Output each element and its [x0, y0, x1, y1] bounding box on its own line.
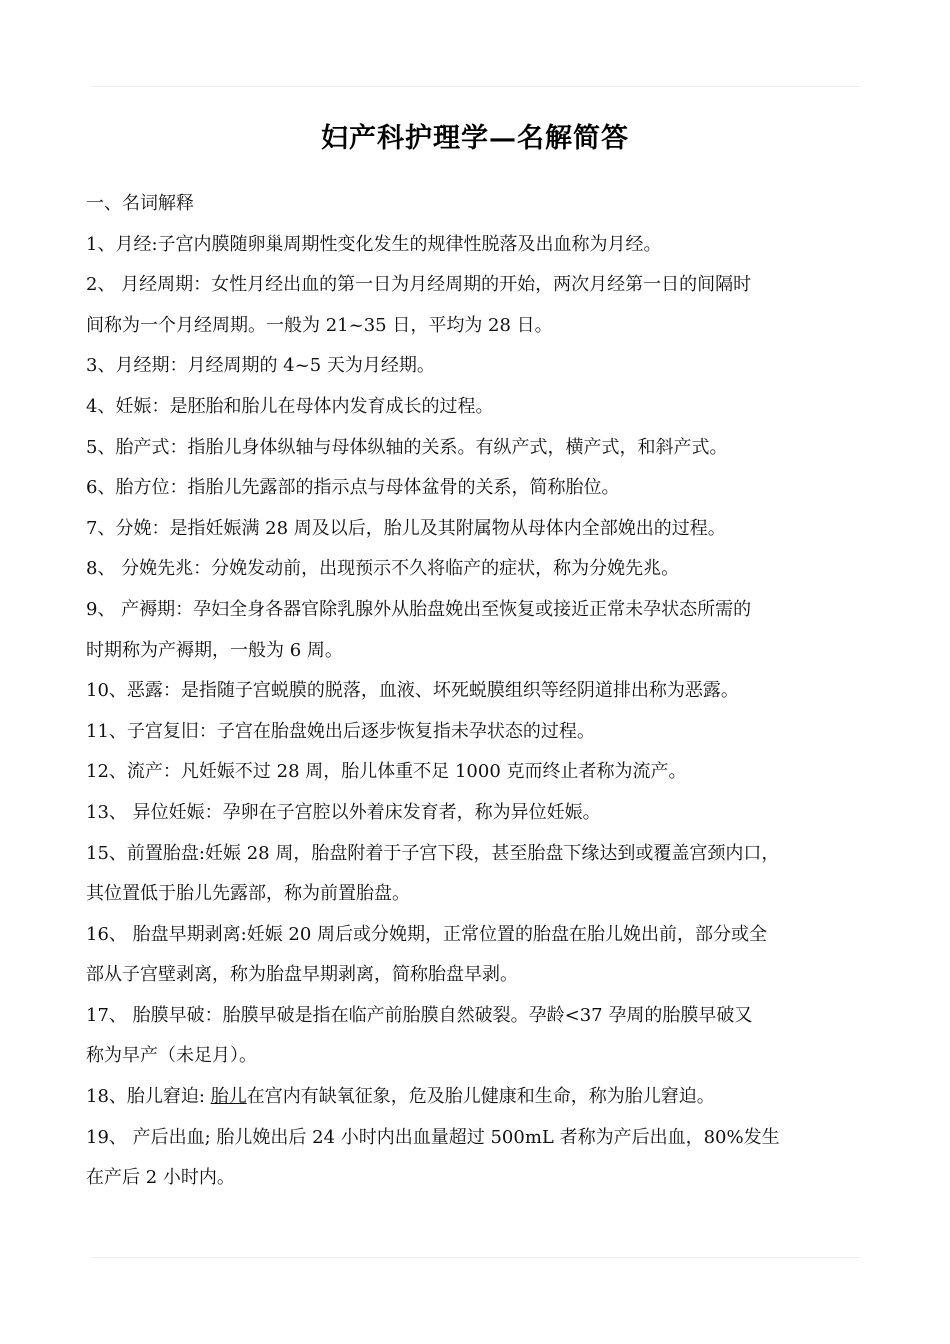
page-title: 妇产科护理学—名解简答: [321, 123, 629, 154]
section-heading: 一、名词解释: [86, 193, 194, 214]
text-line: 3、月经期：月经周期的 4~5 天为月经期。: [86, 355, 435, 377]
text-line: 7、分娩：是指妊娠满 28 周及以后，胎儿及其附属物从母体内全部娩出的过程。: [86, 517, 726, 539]
header-rule: [90, 86, 860, 87]
text-line: 12、流产：凡妊娠不过 28 周，胎儿体重不足 1000 克而终止者称为流产。: [86, 761, 687, 783]
text-line: 6、胎方位：指胎儿先露部的指示点与母体盆骨的关系，简称胎位。: [86, 477, 620, 499]
text-line: 17、 胎膜早破：胎膜早破是指在临产前胎膜自然破裂。孕龄<37 孕周的胎膜早破又: [86, 1004, 753, 1026]
underlined-term: 胎儿: [210, 1086, 247, 1108]
document-body: [86, 184, 886, 1199]
text-line: 11、子宫复旧：子宫在胎盘娩出后逐步恢复指未孕状态的过程。: [86, 720, 595, 742]
text-line-18: [86, 1077, 886, 1118]
text-line: 时期称为产褥期，一般为 6 周。: [86, 639, 343, 661]
text-line: 10、恶露：是指随子宫蜕膜的脱落，血液、坏死蜕膜组织等经阴道排出称为恶露。: [86, 680, 739, 702]
line-18-prefix: 18、胎儿窘迫:: [86, 1086, 211, 1108]
text-line: 19、 产后出血; 胎儿娩出后 24 小时内出血量超过 500mL 者称为产后出血，80%发生: [86, 1126, 780, 1148]
text-line: 1、月经:子宫内膜随卵巢周期性变化发生的规律性脱落及出血称为月经。: [86, 233, 662, 255]
text-line: 8、 分娩先兆：分娩发动前，出现预示不久将临产的症状，称为分娩先兆。: [86, 558, 680, 580]
text-line: 在产后 2 小时内。: [86, 1167, 235, 1189]
text-line: 9、 产褥期：孕妇全身各器官除乳腺外从胎盘娩出至恢复或接近正常未孕状态所需的: [86, 598, 752, 620]
text-line: 4、妊娠：是胚胎和胎儿在母体内发育成长的过程。: [86, 395, 494, 417]
text-line: 5、胎产式：指胎儿身体纵轴与母体纵轴的关系。有纵产式，横产式，和斜产式。: [86, 436, 728, 458]
text-line: 13、 异位妊娠：孕卵在子宫腔以外着床发育者，称为异位妊娠。: [86, 801, 601, 823]
line-18-suffix: 在宫内有缺氧征象，危及胎儿健康和生命，称为胎儿窘迫。: [246, 1086, 715, 1108]
text-line: 2、 月经周期：女性月经出血的第一日为月经周期的开始，两次月经第一日的间隔时: [86, 274, 752, 296]
footer-rule: [90, 1257, 860, 1258]
text-line: 15、前置胎盘:妊娠 28 周，胎盘附着于子宫下段，甚至胎盘下缘达到或覆盖宫颈内口，: [86, 842, 780, 864]
text-line: 称为早产（未足月）。: [86, 1045, 257, 1067]
text-line: 其位置低于胎儿先露部，称为前置胎盘。: [86, 883, 410, 905]
text-line: 间称为一个月经周期。一般为 21~35 日，平均为 28 日。: [86, 314, 553, 336]
text-line: 部从子宫壁剥离，称为胎盘早期剥离，简称胎盘早剥。: [86, 964, 518, 986]
text-line: 16、 胎盘早期剥离:妊娠 20 周后或分娩期，正常位置的胎盘在胎儿娩出前，部分或全: [86, 923, 768, 945]
